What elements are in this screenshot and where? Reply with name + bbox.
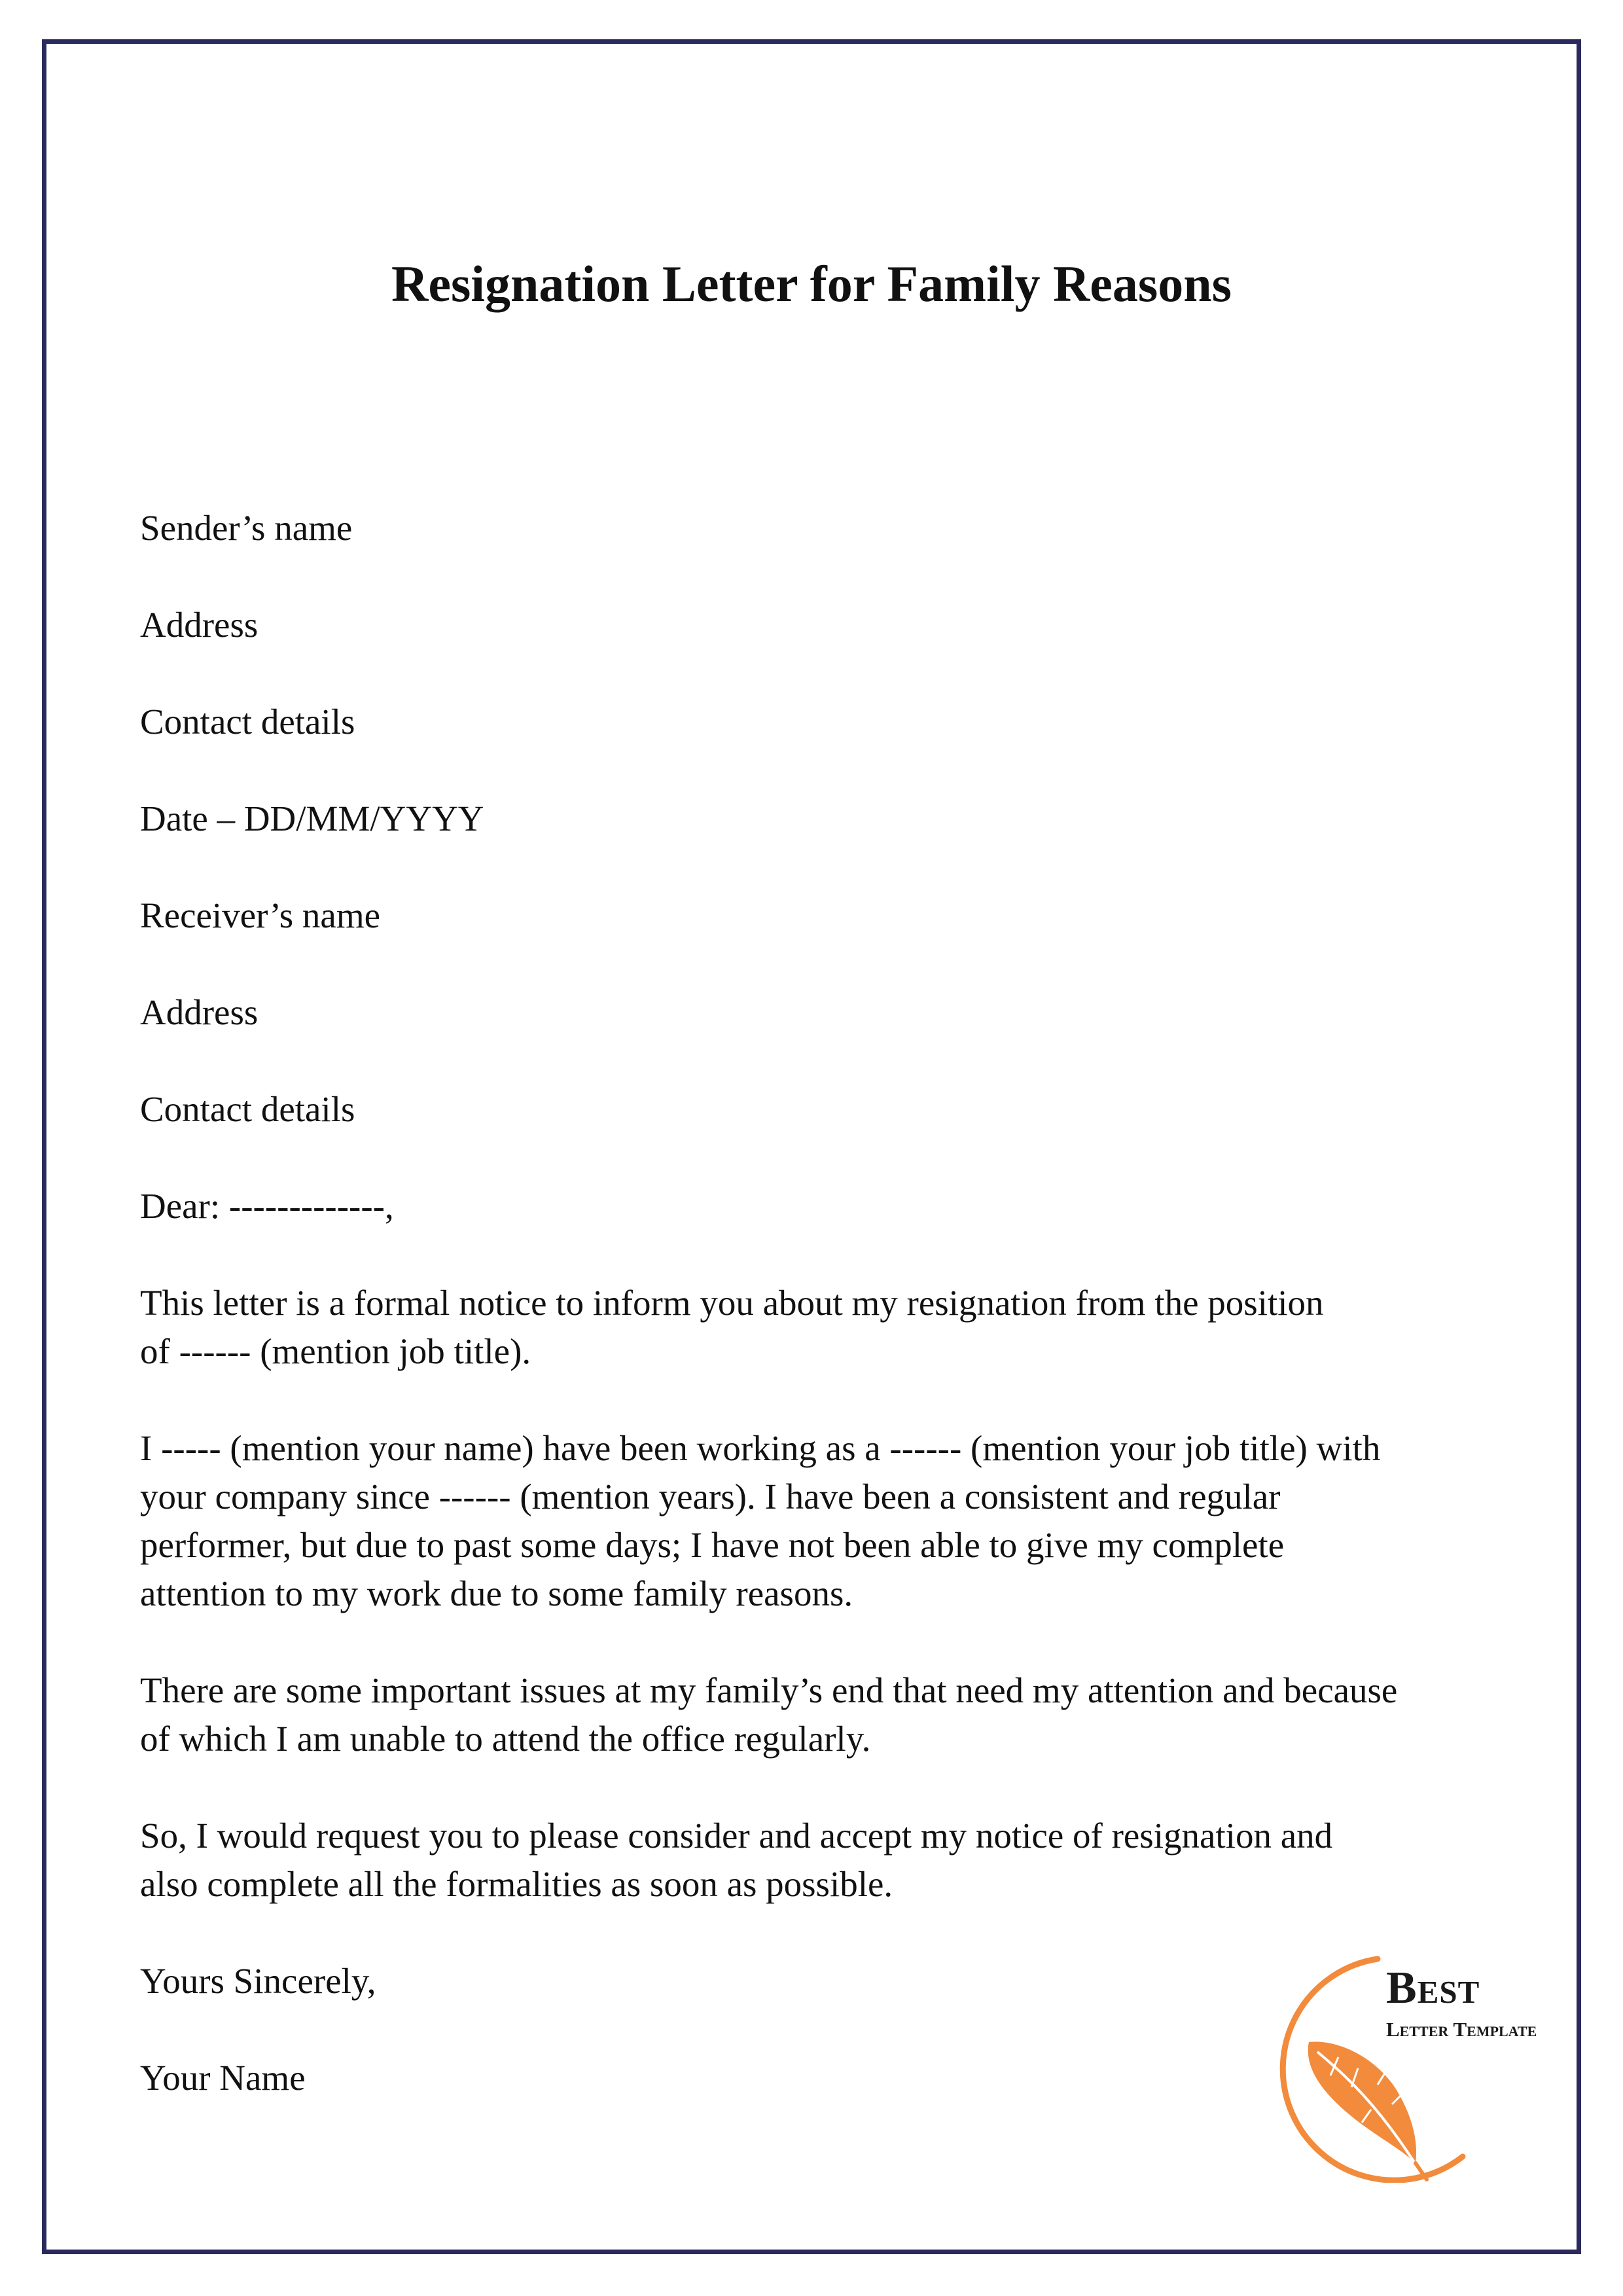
paragraph-line: of which I am unable to attend the office regularly.: [140, 1719, 871, 1759]
sender-name: Sender’s name: [140, 508, 353, 548]
letter-body: [140, 504, 1508, 2151]
letter-date: Date – DD/MM/YYYY: [140, 798, 484, 838]
paragraph-reason: [140, 1666, 1508, 1763]
paragraph-line: So, I would request you to please consider and accept my notice of resignation and: [140, 1816, 1333, 1856]
receiver-address: Address: [140, 992, 259, 1032]
sender-address: Address: [140, 605, 259, 645]
paragraph-background: [140, 1424, 1508, 1618]
closing: Yours Sincerely,: [140, 1961, 376, 2001]
signature: Your Name: [140, 2058, 306, 2098]
letter-title: Resignation Letter for Family Reasons: [391, 255, 1232, 312]
receiver-name: Receiver’s name: [140, 895, 381, 935]
receiver-contact: Contact details: [140, 1089, 355, 1129]
logo-tagline: Letter Template: [1386, 2018, 1537, 2041]
salutation: Dear: -------------,: [140, 1186, 394, 1226]
paragraph-line: attention to my work due to some family reasons.: [140, 1573, 853, 1613]
paragraph-line: This letter is a formal notice to inform you about my resignation from the position: [140, 1283, 1324, 1323]
paragraph-line: your company since ------ (mention years). I have been a consistent and regular: [140, 1477, 1281, 1516]
logo-word: Best: [1386, 1963, 1480, 2013]
paragraph-request: [140, 1812, 1508, 1909]
paragraph-notice: [140, 1279, 1508, 1376]
paragraph-line: There are some important issues at my family’s end that need my attention and because: [140, 1670, 1398, 1710]
sender-contact: Contact details: [140, 702, 355, 742]
paragraph-line: also complete all the formalities as soon as possible.: [140, 1864, 893, 1904]
paragraph-line: I ----- (mention your name) have been working as a ------ (mention your job title) with: [140, 1428, 1381, 1468]
paragraph-line: of ------ (mention job title).: [140, 1331, 531, 1371]
paragraph-line: performer, but due to past some days; I have not been able to give my complete: [140, 1525, 1285, 1565]
